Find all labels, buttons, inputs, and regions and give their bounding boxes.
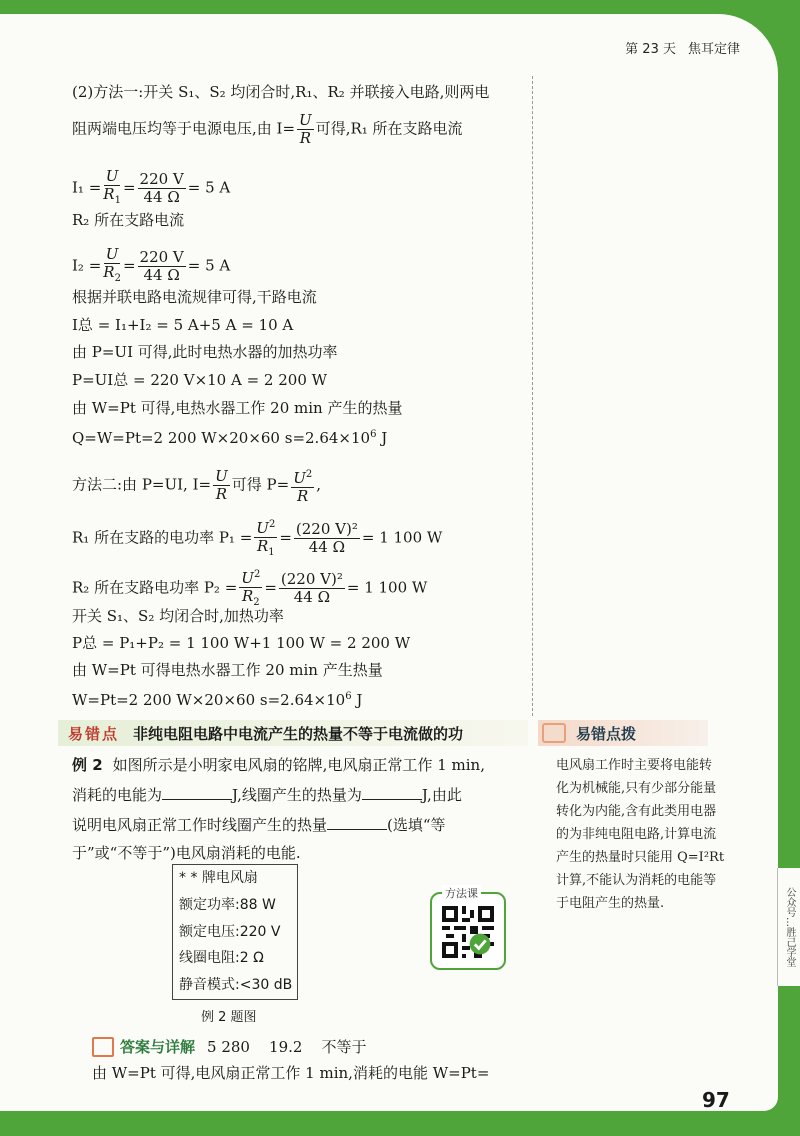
sol-line-10 xyxy=(72,425,387,448)
sol-p1: R₁ 所在支路的电功率 P₁ = $\frac{U^2}{R_1}$ = $\frac{\text{(220 V)²}}{44 \Omega}$ = 1 100 W xyxy=(72,516,442,561)
fraction-u-r1: $\frac{U}{R_1}$ xyxy=(103,167,121,206)
sol-line-2b: 可得,R₁ 所在支路电流 xyxy=(315,119,463,138)
sol-method2: 方法二:由 P=UI, I= $\frac{U}{R}$ 可得 P= $\frac{U^2}{R}$ , xyxy=(72,467,321,505)
fraction-u2-r2: $\frac{U^2}{R_2}$ xyxy=(239,566,262,611)
sol-i2 xyxy=(72,246,230,287)
i2-pre: I₂ = xyxy=(72,256,102,275)
tip-icon xyxy=(542,723,566,743)
qr-label: 方法课 xyxy=(442,885,481,901)
line16-unit: J xyxy=(351,691,363,709)
qr-code-icon xyxy=(442,906,494,958)
fraction-u-r2: $\frac{U}{R_2}$ xyxy=(103,245,121,284)
sol-p2: R₂ 所在支路电功率 P₂ = $\frac{U^2}{R_2}$ = $\frac{\text{(220 V)²}}{44 \Omega}$ = 1 100 W xyxy=(72,566,427,611)
answer-values: 5 280 19.2 不等于 xyxy=(207,1038,367,1056)
qr-card[interactable] xyxy=(430,887,506,970)
sol-line-15: 由 W=Pt 可得电热水器工作 20 min 产生热量 xyxy=(72,661,383,679)
fraction-p1-values xyxy=(294,521,360,556)
tip-line: 的为非纯电阻电路,计算电流 xyxy=(556,827,717,842)
i1-den: 44 Ω xyxy=(143,188,180,206)
line10-unit: J xyxy=(376,429,388,447)
page xyxy=(0,14,778,1111)
tip-line: 化为机械能,只有少部分能量 xyxy=(556,781,717,796)
fraction-u2-r: $\frac{U^2}{R}$ xyxy=(291,466,314,505)
i1-pre: I₁ = xyxy=(72,178,102,197)
m2-a: 方法二:由 P=UI, I= xyxy=(72,475,212,494)
page-number: 97 xyxy=(702,1088,730,1111)
i2-num: 220 V xyxy=(139,248,184,266)
sol-line-7: 由 P=UI 可得,此时电热水器的加热功率 xyxy=(72,343,338,361)
sol-line-16 xyxy=(72,687,362,710)
tip-line: 于电阻产生的热量. xyxy=(556,896,665,911)
line16-exp: 6 xyxy=(345,691,352,702)
fraction-p2-values xyxy=(279,571,345,606)
sol-line-8: P=UI总 = 220 V×10 A = 2 200 W xyxy=(72,371,328,389)
p1-num: (220 V)² xyxy=(295,520,358,538)
sol-line-6: I总 = I₁+I₂ = 5 A+5 A = 10 A xyxy=(72,316,294,334)
i1-post: = 5 A xyxy=(187,178,231,197)
p2-num: (220 V)² xyxy=(280,570,343,588)
fraction-u-r-2: $\frac{U}{R}$ xyxy=(215,467,228,503)
column-divider xyxy=(532,76,533,716)
line10-text: Q=W=Pt=2 200 W×20×60 s=2.64×10 xyxy=(72,429,371,447)
m2-b: 可得 P= xyxy=(231,475,290,494)
i2-mid: = xyxy=(122,256,136,275)
sol-r2-branch: R₂ 所在支路电流 xyxy=(72,211,185,229)
answer-detail-line: 由 W=Pt 可得,电风扇正常工作 1 min,消耗的电能 W=Pt= xyxy=(92,1064,490,1082)
easy-mistake-tag: 易错点 xyxy=(68,724,120,743)
nameplate-row: 额定功率:88 W xyxy=(179,896,276,913)
example-text-2c: J,由此 xyxy=(421,786,462,804)
tip-body xyxy=(556,754,746,915)
example-text-3a: 说明电风扇正常工作时线圈产生的热量 xyxy=(72,816,328,834)
nameplate-row: 线圈电阻:2 Ω xyxy=(179,950,264,967)
answer-blank-1[interactable] xyxy=(162,799,232,800)
sol-line-13: 开关 S₁、S₂ 均闭合时,加热功率 xyxy=(72,607,284,625)
example-text-2b: J,线圈产生的热量为 xyxy=(232,786,362,804)
page-header xyxy=(625,38,740,57)
fraction-i1-values xyxy=(138,171,186,206)
side-tab: 公众号…胜己学堂 xyxy=(777,868,800,986)
header-day: 第 23 天 xyxy=(625,42,676,57)
example-line-2 xyxy=(72,784,462,806)
answer-bar xyxy=(92,1036,367,1057)
tip-line: 转化为内能,含有此类用电器 xyxy=(556,804,717,819)
sol-line-2 xyxy=(72,112,463,147)
sol-i1 xyxy=(72,168,230,209)
i2-den: 44 Ω xyxy=(143,266,180,284)
tip-line: 产生的热量时只能用 Q=I²Rt xyxy=(556,850,725,865)
tip-title: 易错点拨 xyxy=(576,724,637,743)
figure-caption: 例 2 题图 xyxy=(201,1010,257,1025)
i1-mid: = xyxy=(122,178,136,197)
i1-num: 220 V xyxy=(139,170,184,188)
answer-blank-3[interactable] xyxy=(327,829,387,830)
example-label: 例 2 xyxy=(72,756,103,774)
p2-post: = 1 100 W xyxy=(346,578,428,597)
sol-line-5: 根据并联电路电流规律可得,干路电流 xyxy=(72,288,317,306)
nameplate-row: * * 牌电风扇 xyxy=(179,870,258,886)
p1-den: 44 Ω xyxy=(308,538,346,556)
answer-label: 答案与详解 xyxy=(120,1038,196,1056)
nameplate xyxy=(172,864,298,1000)
example-text-1: 如图所示是小明家电风扇的铭牌,电风扇正常工作 1 min, xyxy=(112,756,485,774)
answer-icon xyxy=(92,1037,114,1057)
i2-post: = 5 A xyxy=(187,256,231,275)
sol-line-2a: 阻两端电压均等于电源电压,由 I= xyxy=(72,119,296,138)
header-topic: 焦耳定律 xyxy=(687,42,740,57)
line10-exp: 6 xyxy=(370,429,377,440)
easy-mistake-title: 非纯电阻电路中电流产生的热量不等于电流做的功 xyxy=(133,724,464,743)
tip-line: 电风扇工作时主要将电能转 xyxy=(556,758,713,773)
tip-line: 计算,不能认为消耗的电能等 xyxy=(556,873,717,888)
example-line-1 xyxy=(72,754,485,776)
sol-line-9: 由 W=Pt 可得,电热水器工作 20 min 产生的热量 xyxy=(72,399,403,417)
p2-den: 44 Ω xyxy=(293,588,331,606)
example-line-3 xyxy=(72,814,446,836)
fraction-u2-r1: $\frac{U^2}{R_1}$ xyxy=(254,516,277,561)
example-text-3b: (选填“等 xyxy=(387,816,446,834)
easy-mistake-bar xyxy=(58,720,528,746)
sol-line-14: P总 = P₁+P₂ = 1 100 W+1 100 W = 2 200 W xyxy=(72,634,411,652)
p1-post: = 1 100 W xyxy=(361,528,443,547)
p2-pre: R₂ 所在支路电功率 P₂ = xyxy=(72,578,238,597)
fraction-i2-values xyxy=(138,249,186,284)
example-line-4: 于”或“不等于”)电风扇消耗的电能. xyxy=(72,844,301,862)
line16-text: W=Pt=2 200 W×20×60 s=2.64×10 xyxy=(72,691,346,709)
fraction-u-r: $\frac{U}{R}$ xyxy=(299,111,312,147)
nameplate-row: 静音模式:<30 dB xyxy=(179,977,293,994)
example-text-2a: 消耗的电能为 xyxy=(72,786,163,804)
answer-blank-2[interactable] xyxy=(362,799,422,800)
tip-header xyxy=(538,720,708,746)
p1-pre: R₁ 所在支路的电功率 P₁ = xyxy=(72,528,253,547)
sol-line-1: (2)方法一:开关 S₁、S₂ 均闭合时,R₁、R₂ 并联接入电路,则两电 xyxy=(72,83,490,101)
nameplate-row: 额定电压:220 V xyxy=(179,923,281,940)
